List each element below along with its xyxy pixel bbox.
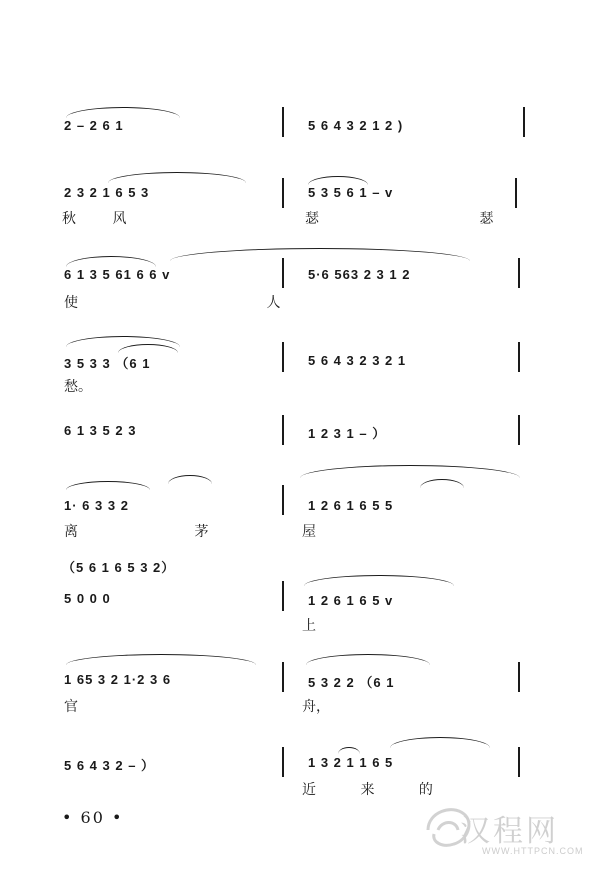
barline	[282, 178, 284, 208]
measure-right: 1 2 6 1 6 5 5	[308, 498, 394, 513]
measure-right: 5 3 2 2 （6 1	[308, 675, 395, 690]
page-number: • 60 •	[62, 808, 124, 827]
score-system-3	[0, 250, 600, 330]
lyric-line-left: 秋 风	[62, 211, 143, 227]
measure-left: 6 1 3 5 61 6 6 v	[64, 267, 171, 282]
barline	[282, 415, 284, 445]
barline	[515, 178, 517, 208]
barline	[518, 747, 520, 777]
lyric-line-right: 屋	[302, 524, 316, 540]
slur	[338, 747, 360, 754]
measure-right: 5 6 4 3 2 1 2 )	[308, 118, 404, 133]
barline	[282, 662, 284, 692]
barline	[518, 662, 520, 692]
lyric-line-right: 近 来 的	[302, 782, 453, 798]
slur	[168, 475, 212, 484]
lyric-line-right: 舟，	[302, 699, 330, 715]
barline	[282, 485, 284, 515]
watermark-url: WWW.HTTPCN.COM	[482, 846, 584, 856]
slur	[308, 176, 368, 185]
slur	[66, 654, 256, 665]
measure-left: 1· 6 3 3 2	[64, 498, 129, 513]
barline	[282, 342, 284, 372]
slur	[306, 654, 430, 665]
measure-left-lower: 5 0 0 0	[64, 591, 111, 606]
watermark-text: 汉程网	[460, 814, 559, 849]
measure-left: 3 5 3 3 （6 1	[64, 356, 151, 371]
slur	[66, 107, 180, 118]
measure-left: 6 1 3 5 2 3	[64, 423, 137, 438]
lyric-line-right: 上	[302, 618, 316, 634]
measure-right: 1 2 6 1 6 5 v	[308, 593, 394, 608]
slur	[66, 256, 156, 267]
score-system-6	[0, 465, 600, 545]
score-system-2	[0, 168, 600, 248]
measure-right: 5 3 5 6 1 – v	[308, 185, 394, 200]
barline	[282, 107, 284, 137]
barline	[518, 415, 520, 445]
slur	[390, 737, 490, 748]
lyric-line-left: 官	[64, 699, 78, 715]
measure-left-upper: （5 6 1 6 5 3 2）	[62, 560, 176, 575]
barline	[518, 342, 520, 372]
barline	[523, 107, 525, 137]
barline	[518, 258, 520, 288]
measure-left: 2 3 2 1 6 5 3	[64, 185, 150, 200]
slur	[300, 465, 520, 478]
measure-right: 5 6 4 3 2 3 2 1	[308, 353, 407, 368]
score-system-8	[0, 650, 600, 730]
lyric-line-left: 愁。	[64, 379, 92, 395]
barline	[282, 258, 284, 288]
measure-left: 5 6 4 3 2 – ）	[64, 758, 156, 773]
slur	[304, 575, 454, 586]
slur	[170, 248, 470, 261]
measure-right: 5·6 563 2 3 1 2	[308, 267, 411, 282]
slur	[108, 172, 246, 183]
lyric-line-left: 使 人	[64, 295, 373, 311]
lyric-line-right: 瑟 瑟	[305, 211, 572, 227]
barline	[282, 581, 284, 611]
score-system-1	[0, 95, 600, 175]
measure-left: 1 65 3 2 1·2 3 6	[64, 672, 172, 687]
barline	[282, 747, 284, 777]
lyric-line-left: 离 茅	[64, 524, 265, 540]
slur	[66, 481, 150, 490]
measure-right: 1 2 3 1 – ）	[308, 426, 387, 441]
slur	[420, 479, 464, 488]
score-system-4	[0, 330, 600, 410]
measure-left: 2 – 2 6 1	[64, 118, 124, 133]
measure-right: 1 3 2 1 1 6 5	[308, 755, 394, 770]
score-system-7	[0, 553, 600, 633]
